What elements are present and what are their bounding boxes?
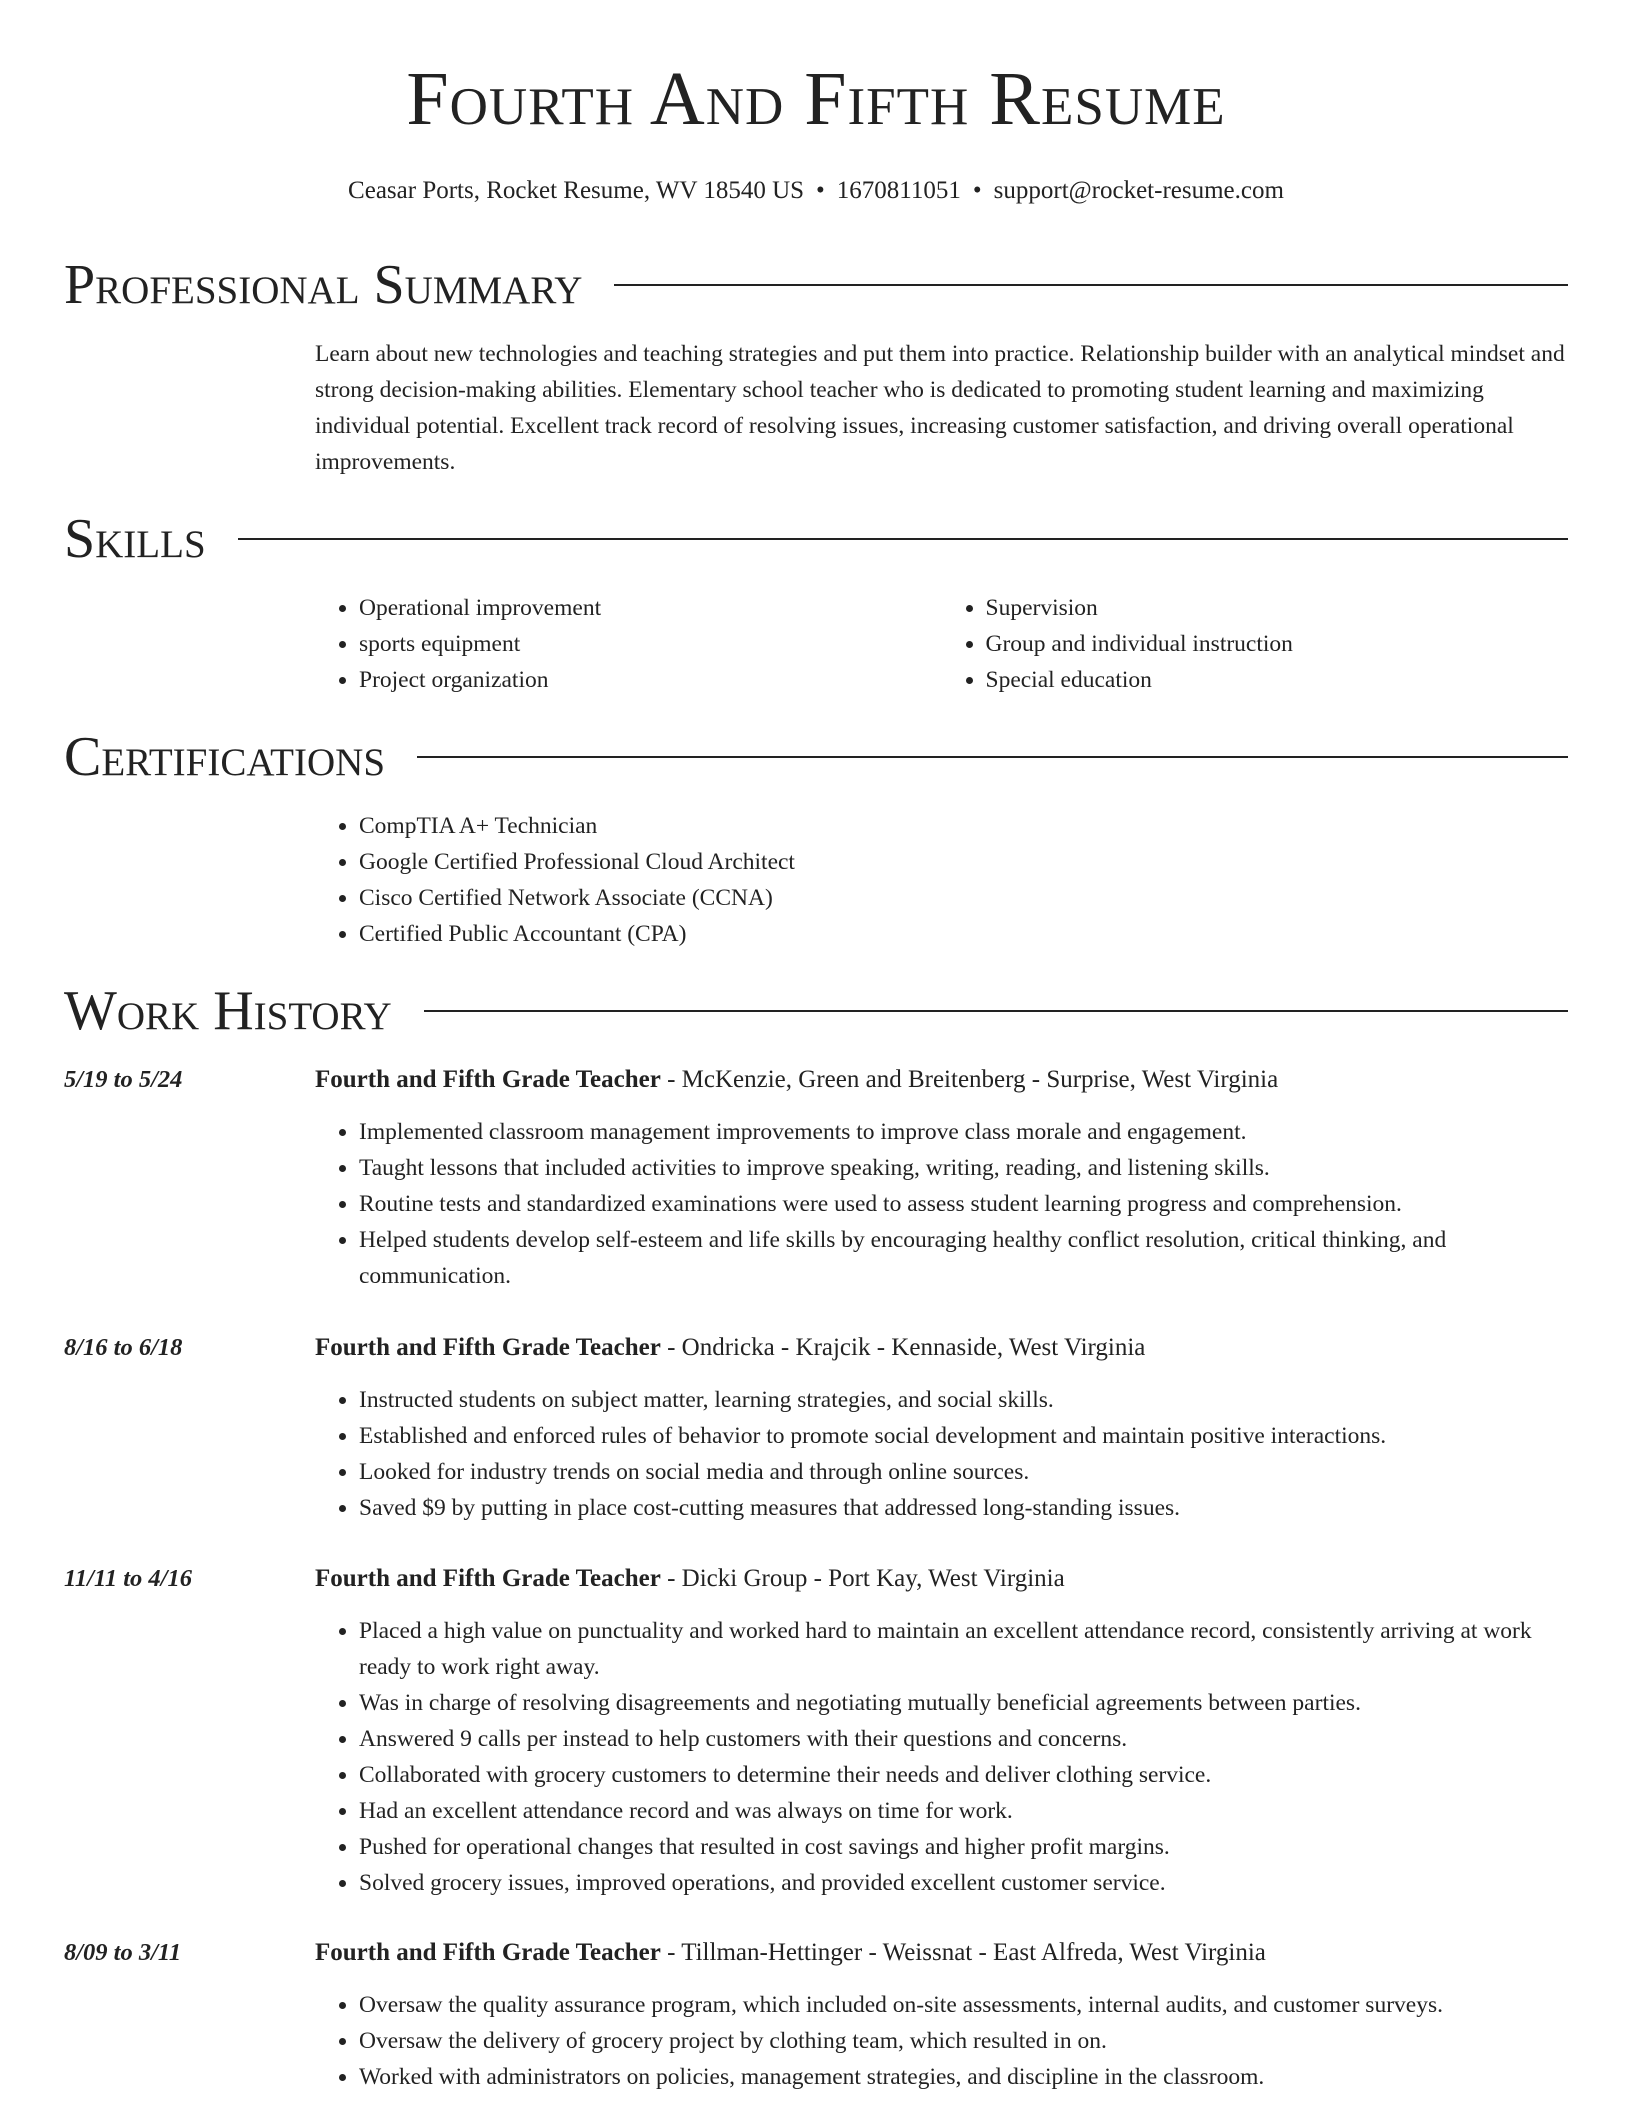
- job-bullet: • Collaborated with grocery customers to determine their needs and deliver clothing service.: [359, 1757, 1568, 1793]
- job-bullet: • Established and enforced rules of behavior to promote social development and maintain positive interactions.: [359, 1418, 1568, 1454]
- job-employer: - Tillman-Hettinger - Weissnat - East Alfreda, West Virginia: [660, 1939, 1266, 1966]
- section-divider: [417, 756, 1568, 758]
- job-title-line: [315, 1935, 1266, 1971]
- resume-name: Fourth And Fifth Resume: [406, 57, 1226, 141]
- job-bullet: • Instructed students on subject matter, learning strategies, and social skills.: [359, 1382, 1568, 1418]
- skill-item: • Special education: [986, 662, 1569, 698]
- job-dates: 5/19 to 5/24: [64, 1066, 183, 1093]
- section-divider: [614, 284, 1568, 286]
- contact-phone: 1670811051: [836, 177, 961, 204]
- job-bullet: • Answered 9 calls per instead to help customers with their questions and concerns.: [359, 1721, 1568, 1757]
- skills-section-header: [64, 507, 1568, 571]
- separator-dot: •: [816, 177, 825, 204]
- job-bullet: • Worked with administrators on policies, management strategies, and discipline in the classroom.: [359, 2059, 1568, 2095]
- contact-email: support@rocket-resume.com: [993, 177, 1284, 204]
- job-bullet: • Routine tests and standardized examinations were used to assess student learning progress and comprehension.: [359, 1186, 1568, 1222]
- job-bullet: • Oversaw the delivery of grocery project by clothing team, which resulted in on.: [359, 2023, 1568, 2059]
- job-bullet: • Looked for industry trends on social media and through online sources.: [359, 1454, 1568, 1490]
- work-section-header: [64, 979, 1568, 1043]
- job-bullets: [315, 1382, 1568, 1526]
- skills-list-left: [315, 590, 942, 698]
- skills-block: [315, 590, 1568, 698]
- job-bullet: • Solved grocery issues, improved operations, and provided excellent customer service.: [359, 1865, 1568, 1901]
- summary-heading: Professional Summary: [64, 254, 583, 316]
- job-bullet-list: [315, 1114, 1568, 1294]
- job-title-line: [315, 1330, 1145, 1366]
- summary-text: Learn about new technologies and teaching strategies and put them into practice. Relationship builder with an analytical mindset and strong decision-making abilities. Elementary school teacher who is dedicated to promoting student learning and maximizing individual potential. Excellent track record of resolving issues, increasing customer satisfaction, and driving overall operational improvements.: [315, 341, 1565, 475]
- job-bullet: • Oversaw the quality assurance program, which included on-site assessments, internal audits, and customer surveys.: [359, 1987, 1568, 2023]
- skill-item: • sports equipment: [359, 626, 942, 662]
- separator-dot: •: [972, 177, 982, 204]
- section-divider: [238, 538, 1568, 540]
- job-title: Fourth and Fifth Grade Teacher: [315, 1565, 661, 1592]
- skill-item: • Supervision: [986, 590, 1569, 626]
- certification-item: • CompTIA A+ Technician: [359, 808, 1568, 844]
- certification-item: • Google Certified Professional Cloud Architect: [359, 844, 1568, 880]
- job-title: Fourth and Fifth Grade Teacher: [315, 1939, 661, 1966]
- section-divider: [424, 1010, 1568, 1012]
- job-bullet: • Had an excellent attendance record and was always on time for work.: [359, 1793, 1568, 1829]
- job-dates: 11/11 to 4/16: [64, 1565, 192, 1592]
- job-bullet: • Was in charge of resolving disagreements and negotiating mutually beneficial agreements between parties.: [359, 1685, 1568, 1721]
- job-bullets: [315, 1114, 1568, 1294]
- job-bullets: [315, 1987, 1568, 2095]
- job-bullet-list: [315, 1613, 1568, 1901]
- contact-address: Ceasar Ports, Rocket Resume, WV 18540 US: [348, 177, 805, 204]
- job-bullet: • Placed a high value on punctuality and worked hard to maintain an excellent attendance record, consistently arriving at work ready to work right away.: [359, 1613, 1568, 1685]
- skill-item: • Operational improvement: [359, 590, 942, 626]
- contact-line: [64, 174, 1568, 208]
- job-employer: - McKenzie, Green and Breitenberg - Surprise, West Virginia: [660, 1066, 1279, 1093]
- skill-item: • Project organization: [359, 662, 942, 698]
- job-employer: - Ondricka - Krajcik - Kennaside, West Virginia: [660, 1334, 1146, 1361]
- job-title: Fourth and Fifth Grade Teacher: [315, 1334, 661, 1361]
- skill-item: • Group and individual instruction: [986, 626, 1569, 662]
- job-employer: - Dicki Group - Port Kay, West Virginia: [660, 1565, 1065, 1592]
- job-bullet: • Helped students develop self-esteem and life skills by encouraging healthy conflict resolution, critical thinking, and communication.: [359, 1222, 1568, 1294]
- job-dates: 8/16 to 6/18: [64, 1334, 183, 1361]
- certification-item: • Cisco Certified Network Associate (CCNA): [359, 880, 1568, 916]
- job-bullet: • Implemented classroom management improvements to improve class morale and engagement.: [359, 1114, 1568, 1150]
- skills-heading: Skills: [64, 508, 206, 570]
- work-heading: Work History: [64, 980, 392, 1042]
- job-title: Fourth and Fifth Grade Teacher: [315, 1066, 661, 1093]
- certifications-list: [315, 808, 1568, 952]
- job-bullet: • Taught lessons that included activities to improve speaking, writing, reading, and listening skills.: [359, 1150, 1568, 1186]
- certifications-heading: Certifications: [64, 726, 386, 788]
- job-bullet-list: [315, 1987, 1568, 2095]
- certifications-section-header: [64, 725, 1568, 789]
- job-title-line: [315, 1561, 1065, 1597]
- job-title-line: [315, 1062, 1278, 1098]
- job-dates: 8/09 to 3/11: [64, 1939, 182, 1966]
- certifications-block: [315, 808, 1568, 952]
- job-bullet: • Pushed for operational changes that resulted in cost savings and higher profit margins.: [359, 1829, 1568, 1865]
- job-bullet-list: [315, 1382, 1568, 1526]
- summary-block: [315, 336, 1568, 480]
- certification-item: • Certified Public Accountant (CPA): [359, 916, 1568, 952]
- job-bullets: [315, 1613, 1568, 1901]
- job-bullet: • Saved $9 by putting in place cost-cutting measures that addressed long-standing issues.: [359, 1490, 1568, 1526]
- summary-section-header: [64, 253, 1568, 317]
- skills-list-right: [942, 590, 1569, 698]
